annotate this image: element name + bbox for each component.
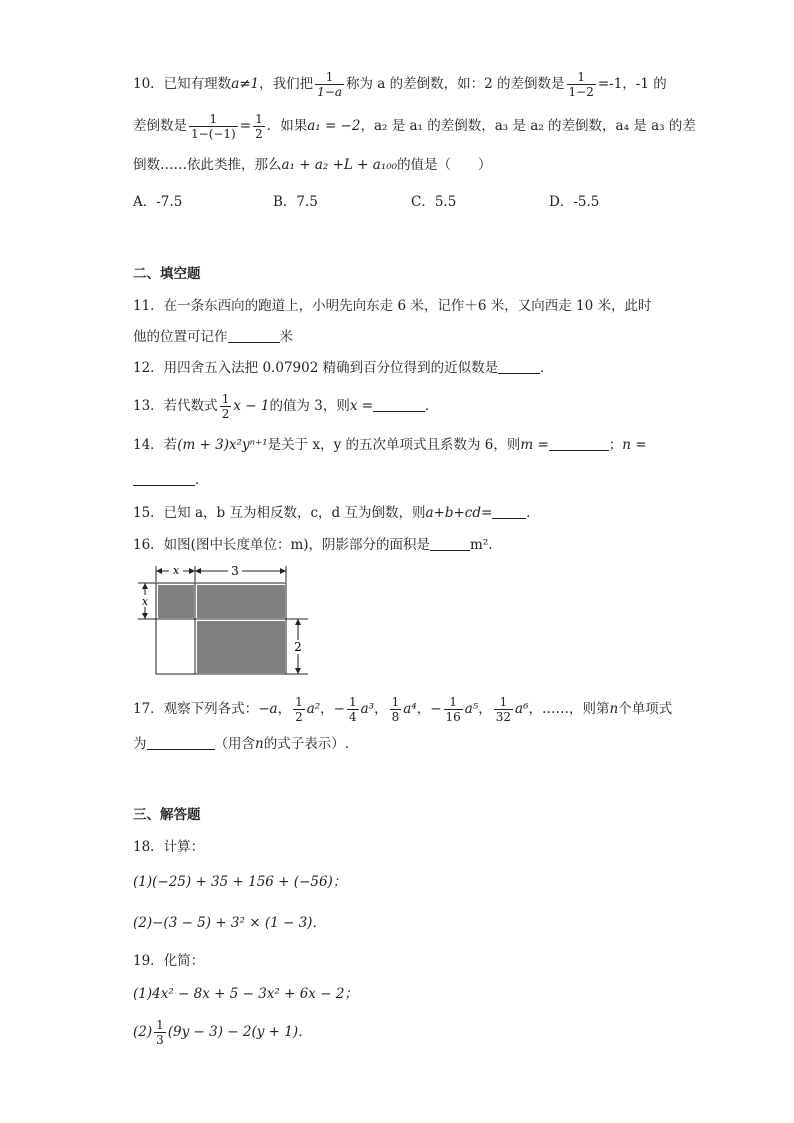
q19-part2 bbox=[133, 1018, 312, 1047]
fraction-numerator: 1 bbox=[295, 695, 303, 709]
arrowhead bbox=[295, 668, 301, 674]
fraction-numerator: 1 bbox=[156, 1018, 164, 1032]
option-c[interactable]: C．5.5 bbox=[411, 194, 457, 210]
q12-text: ． bbox=[540, 360, 554, 376]
q10-condition: a₁ = −2 bbox=[307, 118, 361, 134]
separator: ， bbox=[374, 701, 388, 717]
q10-text: 的值是（ ） bbox=[397, 157, 492, 173]
q10-text: 差倒数是 bbox=[133, 118, 187, 134]
q10-text: ．如果 bbox=[266, 118, 308, 134]
area-figure bbox=[133, 562, 308, 680]
fraction-denominator: 1−2 bbox=[568, 85, 594, 99]
q10-options bbox=[133, 192, 653, 212]
answer-blank[interactable] bbox=[228, 328, 280, 343]
fraction-denominator: 2 bbox=[295, 710, 303, 724]
q10-text: ，我们把 bbox=[259, 76, 314, 92]
fraction-numerator: 1 bbox=[444, 695, 463, 710]
answer-blank[interactable] bbox=[498, 359, 540, 374]
fraction-denominator: 2 bbox=[255, 127, 263, 141]
fraction-numerator: 1 bbox=[391, 695, 400, 709]
section-heading-solutions: 三、解答题 bbox=[133, 807, 201, 823]
answer-blank[interactable] bbox=[430, 536, 470, 551]
answer-blank[interactable] bbox=[373, 397, 425, 412]
q14-expression: (m + 3)x²yⁿ⁺¹ bbox=[177, 437, 268, 453]
monomial-term: a⁴ bbox=[403, 701, 417, 717]
fraction bbox=[444, 695, 463, 724]
q10-line2 bbox=[133, 112, 696, 141]
q14-m-variable: m = bbox=[520, 437, 549, 453]
monomial-term: a⁶ bbox=[515, 701, 529, 717]
arrowhead bbox=[195, 568, 201, 574]
fraction-numerator: 1 bbox=[189, 112, 238, 127]
q14-separator: ； bbox=[608, 437, 623, 453]
q14-line2 bbox=[133, 470, 209, 490]
q18-title: 18．计算： bbox=[133, 839, 205, 855]
q17-variable: n bbox=[609, 701, 619, 717]
fraction-numerator: 1 bbox=[348, 695, 357, 709]
q15-text: 15．已知 a，b 互为相反数，c，d 互为倒数，则 bbox=[133, 505, 426, 521]
fraction bbox=[567, 70, 596, 99]
answer-blank[interactable] bbox=[147, 735, 215, 750]
q13-variable: x = bbox=[349, 398, 374, 414]
fraction-numerator: 1 bbox=[494, 695, 513, 710]
label-x-left: x bbox=[141, 595, 149, 608]
q19-label: (2) bbox=[133, 1024, 153, 1040]
q10-text: 10．已知有理数 bbox=[133, 76, 232, 92]
equals-sign: = bbox=[239, 118, 252, 134]
monomial-term: a³ bbox=[360, 701, 375, 717]
q10-sum-expression: a₁ + a₂ +L + a₁₀₀ bbox=[281, 157, 398, 173]
separator: ，− bbox=[416, 701, 442, 717]
q19-expression: (9y − 3) − 2(y + 1)． bbox=[167, 1024, 312, 1040]
fraction-denominator: 1−(−1) bbox=[191, 127, 236, 141]
fraction-denominator: 8 bbox=[391, 710, 400, 724]
option-b[interactable]: B．7.5 bbox=[273, 194, 318, 210]
label-2: 2 bbox=[294, 640, 302, 654]
fraction-denominator: 32 bbox=[495, 710, 512, 724]
separator: ，− bbox=[320, 701, 345, 717]
arrowhead bbox=[156, 568, 162, 574]
q10-text: ，a₂ 是 a₁ 的差倒数，a₃ 是 a₂ 的差倒数，a₄ 是 a₃ 的差 bbox=[360, 118, 696, 134]
q17-text: 为 bbox=[133, 736, 147, 752]
q11-text: 他的位置可记作 bbox=[133, 329, 228, 345]
q10-line3 bbox=[133, 155, 492, 175]
q13-text: ． bbox=[425, 398, 439, 414]
fraction-numerator: 1 bbox=[221, 392, 230, 406]
q17-text: 的式子表示）. bbox=[263, 736, 349, 752]
separator: ， bbox=[478, 701, 492, 717]
q12-line bbox=[133, 358, 554, 378]
q18-part1: (1)(−25) + 35 + 156 + (−56)； bbox=[133, 874, 347, 890]
shaded-square bbox=[158, 585, 194, 618]
monomial-term: a⁵ bbox=[464, 701, 479, 717]
q17-text: 个单项式 bbox=[618, 701, 673, 717]
fraction-denominator: 4 bbox=[348, 710, 357, 724]
option-d[interactable]: D．-5.5 bbox=[549, 194, 600, 210]
q17-text: 17．观察下列各式： bbox=[133, 701, 259, 717]
q15-text: ． bbox=[526, 505, 540, 521]
arrowhead bbox=[142, 583, 148, 589]
section-heading-fill-in: 二、填空题 bbox=[133, 266, 201, 282]
q12-text: 12．用四舍五入法把 0.07902 精确到百分位得到的近似数是 bbox=[133, 360, 499, 376]
q17-text: （用含 bbox=[214, 736, 255, 752]
q17-variable: n bbox=[255, 736, 264, 752]
fraction-denominator: 1−a bbox=[317, 85, 342, 99]
q10-text: 称为 a 的差倒数，如：2 的差倒数是 bbox=[345, 76, 565, 92]
q19-title: 19．化简： bbox=[133, 953, 205, 969]
q15-line bbox=[133, 503, 540, 523]
q11-line1: 11．在一条东西向的跑道上，小明先向东走 6 米，记作＋6 米，又向西走 10 米，此时 bbox=[133, 298, 652, 314]
q14-line1 bbox=[133, 435, 647, 455]
label-x-top: x bbox=[172, 564, 180, 577]
answer-blank[interactable] bbox=[492, 504, 526, 519]
fraction bbox=[315, 70, 344, 99]
q13-text: 13．若代数式 bbox=[133, 398, 218, 414]
fraction bbox=[220, 392, 232, 421]
q14-text: 是关于 x，y 的五次单项式且系数为 6，则 bbox=[267, 437, 521, 453]
label-3: 3 bbox=[231, 564, 239, 578]
fraction-numerator: 1 bbox=[315, 70, 344, 85]
fraction bbox=[390, 695, 402, 724]
monomial-term: −a bbox=[258, 701, 278, 717]
fraction-denominator: 3 bbox=[156, 1033, 164, 1047]
q14-n-variable: n = bbox=[622, 437, 647, 453]
answer-blank-n[interactable] bbox=[133, 471, 195, 486]
q16-line bbox=[133, 535, 493, 555]
q10-text: =-1，-1 的 bbox=[597, 76, 667, 92]
arrowhead bbox=[280, 568, 286, 574]
q17-text: ，……，则第 bbox=[528, 701, 610, 717]
q13-line bbox=[133, 392, 439, 421]
fraction-numerator: 1 bbox=[567, 70, 596, 85]
q16-text: 16．如图(图中长度单位：m)，阴影部分的面积是 bbox=[133, 537, 431, 553]
fraction-denominator: 16 bbox=[445, 710, 461, 724]
fraction bbox=[253, 112, 265, 141]
q10-condition: a≠1 bbox=[231, 76, 260, 92]
q18-part2: (2)−(3 − 5) + 3² × (1 − 3)． bbox=[133, 915, 326, 931]
q14-text: 14．若 bbox=[133, 437, 178, 453]
option-a[interactable]: A．-7.5 bbox=[133, 194, 183, 210]
q17-line2 bbox=[133, 734, 349, 754]
q10-line1 bbox=[133, 70, 667, 99]
fraction-numerator: 1 bbox=[255, 112, 263, 126]
separator: ， bbox=[277, 701, 292, 717]
q19-part1: (1)4x² − 8x + 5 − 3x² + 6x − 2； bbox=[133, 986, 358, 1002]
q13-text: 的值为 3，则 bbox=[269, 398, 350, 414]
shaded-rect-bottom bbox=[197, 621, 285, 673]
arrowhead bbox=[142, 613, 148, 619]
answer-blank-m[interactable] bbox=[549, 436, 609, 451]
fraction-denominator: 2 bbox=[221, 407, 230, 421]
fraction bbox=[189, 112, 238, 141]
q17-line1 bbox=[133, 695, 672, 724]
q11-unit: 米 bbox=[279, 329, 293, 345]
q16-unit: m². bbox=[470, 537, 493, 553]
q15-expression: a+b+cd= bbox=[425, 505, 493, 521]
arrowhead bbox=[295, 619, 301, 625]
arrowhead bbox=[189, 568, 195, 574]
monomial-term: a² bbox=[306, 701, 321, 717]
q11-line2 bbox=[133, 327, 293, 347]
q14-text: ． bbox=[195, 472, 209, 488]
fraction bbox=[154, 1018, 166, 1047]
shaded-rect-top bbox=[197, 585, 285, 618]
q13-expression: x − 1 bbox=[233, 398, 270, 414]
fraction bbox=[494, 695, 513, 724]
fraction bbox=[293, 695, 305, 724]
fraction bbox=[347, 695, 359, 724]
q10-text: 倒数……依此类推，那么 bbox=[133, 157, 282, 173]
